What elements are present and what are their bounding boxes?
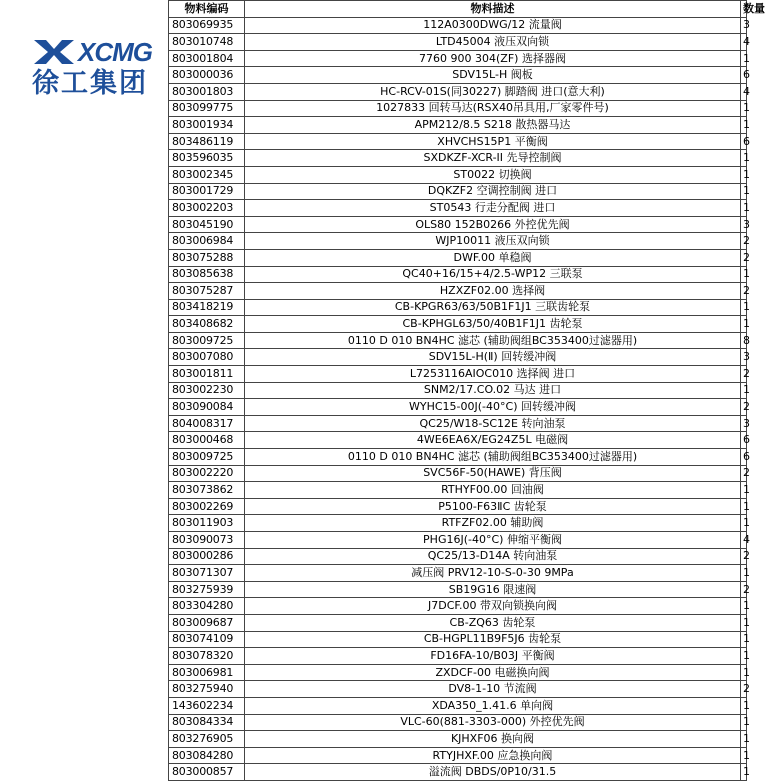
table-row bbox=[169, 449, 747, 466]
material-description-cell: OLS80 152B0266 外控优先阀 bbox=[245, 216, 741, 233]
table-row bbox=[169, 664, 747, 681]
material-code-cell: 803001811 bbox=[169, 366, 245, 383]
brand-name-en: XCMG bbox=[78, 37, 152, 67]
quantity-cell: 1 bbox=[741, 515, 747, 532]
material-description-cell: 溢流阀 DBDS/0P10/31.5 bbox=[245, 764, 741, 781]
material-description-cell: RTFZF02.00 辅助阀 bbox=[245, 515, 741, 532]
quantity-cell: 1 bbox=[741, 747, 747, 764]
quantity-cell: 1 bbox=[741, 498, 747, 515]
quantity-cell: 1 bbox=[741, 316, 747, 333]
material-description-cell: FD16FA-10/B03J 平衡阀 bbox=[245, 648, 741, 665]
quantity-cell: 1 bbox=[741, 117, 747, 134]
material-description-cell: HZXZF02.00 选择阀 bbox=[245, 283, 741, 300]
table-row bbox=[169, 200, 747, 217]
quantity-cell: 3 bbox=[741, 17, 747, 34]
material-code-cell: 803001934 bbox=[169, 117, 245, 134]
material-code-cell: 803000036 bbox=[169, 67, 245, 84]
material-code-cell: 803075288 bbox=[169, 249, 245, 266]
quantity-cell: 6 bbox=[741, 449, 747, 466]
table-row bbox=[169, 382, 747, 399]
material-code-cell: 803002269 bbox=[169, 498, 245, 515]
material-code-cell: 803009725 bbox=[169, 449, 245, 466]
table-row bbox=[169, 332, 747, 349]
quantity-cell: 8 bbox=[741, 332, 747, 349]
material-code-cell: 803275939 bbox=[169, 581, 245, 598]
quantity-cell: 3 bbox=[741, 415, 747, 432]
quantity-cell: 6 bbox=[741, 432, 747, 449]
quantity-cell: 1 bbox=[741, 100, 747, 117]
header-row bbox=[169, 1, 747, 18]
table-row bbox=[169, 532, 747, 549]
material-code-cell: 803009725 bbox=[169, 332, 245, 349]
table-row bbox=[169, 133, 747, 150]
table-row bbox=[169, 100, 747, 117]
xcmg-emblem-icon bbox=[32, 38, 76, 66]
table-row bbox=[169, 183, 747, 200]
material-description-cell: QC25/W18-SC12E 转向油泵 bbox=[245, 415, 741, 432]
quantity-cell: 1 bbox=[741, 382, 747, 399]
material-code-cell: 803069935 bbox=[169, 17, 245, 34]
quantity-cell: 1 bbox=[741, 714, 747, 731]
material-code-cell: 803002345 bbox=[169, 166, 245, 183]
table-row bbox=[169, 67, 747, 84]
material-description-cell: 0110 D 010 BN4HC 滤芯 (辅助阀组BC353400过滤器用) bbox=[245, 332, 741, 349]
table-row bbox=[169, 565, 747, 582]
table-row bbox=[169, 283, 747, 300]
material-description-cell: 0110 D 010 BN4HC 滤芯 (辅助阀组BC353400过滤器用) bbox=[245, 449, 741, 466]
quantity-cell: 1 bbox=[741, 200, 747, 217]
quantity-cell: 6 bbox=[741, 133, 747, 150]
material-description-cell: RTYJHXF.00 应急换向阀 bbox=[245, 747, 741, 764]
table-row bbox=[169, 233, 747, 250]
material-code-cell: 803099775 bbox=[169, 100, 245, 117]
material-code-cell: 803007080 bbox=[169, 349, 245, 366]
table-row bbox=[169, 747, 747, 764]
quantity-cell: 2 bbox=[741, 283, 747, 300]
material-code-cell: 803486119 bbox=[169, 133, 245, 150]
material-code-cell: 804008317 bbox=[169, 415, 245, 432]
table-row bbox=[169, 399, 747, 416]
material-description-cell: RTHYF00.00 回油阀 bbox=[245, 482, 741, 499]
material-description-cell: DWF.00 单稳阀 bbox=[245, 249, 741, 266]
table-row bbox=[169, 50, 747, 67]
material-code-cell: 803085638 bbox=[169, 266, 245, 283]
table-row bbox=[169, 714, 747, 731]
table-row bbox=[169, 498, 747, 515]
header-material-code: 物料编码 bbox=[169, 1, 245, 18]
table-row bbox=[169, 266, 747, 283]
material-code-cell: 803045190 bbox=[169, 216, 245, 233]
material-description-cell: L7253116AIOC010 选择阀 进口 bbox=[245, 366, 741, 383]
table-row bbox=[169, 598, 747, 615]
table-row bbox=[169, 581, 747, 598]
quantity-cell: 1 bbox=[741, 50, 747, 67]
table-row bbox=[169, 17, 747, 34]
table-row bbox=[169, 117, 747, 134]
quantity-cell: 1 bbox=[741, 565, 747, 582]
table-row bbox=[169, 764, 747, 781]
table-row bbox=[169, 681, 747, 698]
table-row bbox=[169, 349, 747, 366]
table-row bbox=[169, 631, 747, 648]
material-code-cell: 803090084 bbox=[169, 399, 245, 416]
table-row bbox=[169, 83, 747, 100]
material-code-cell: 803071307 bbox=[169, 565, 245, 582]
table-row bbox=[169, 482, 747, 499]
quantity-cell: 4 bbox=[741, 34, 747, 51]
quantity-cell: 1 bbox=[741, 731, 747, 748]
material-code-cell: 803002203 bbox=[169, 200, 245, 217]
material-description-cell: QC40+16/15+4/2.5-WP12 三联泵 bbox=[245, 266, 741, 283]
material-description-cell: LTD45004 液压双向锁 bbox=[245, 34, 741, 51]
quantity-cell: 2 bbox=[741, 399, 747, 416]
header-quantity: 数量 bbox=[741, 1, 747, 18]
table-row bbox=[169, 316, 747, 333]
material-description-cell: KJHXF06 换向阀 bbox=[245, 731, 741, 748]
table-row bbox=[169, 465, 747, 482]
parts-table bbox=[168, 0, 765, 781]
material-code-cell: 803009687 bbox=[169, 614, 245, 631]
quantity-cell: 2 bbox=[741, 465, 747, 482]
quantity-cell: 1 bbox=[741, 614, 747, 631]
xcmg-logo bbox=[32, 38, 172, 100]
material-code-cell: 803001804 bbox=[169, 50, 245, 67]
table-row bbox=[169, 432, 747, 449]
material-description-cell: 减压阀 PRV12-10-S-0-30 9MPa bbox=[245, 565, 741, 582]
material-description-cell: WYHC15-00J(-40°C) 回转缓冲阀 bbox=[245, 399, 741, 416]
table-row bbox=[169, 299, 747, 316]
quantity-cell: 3 bbox=[741, 216, 747, 233]
quantity-cell: 2 bbox=[741, 249, 747, 266]
table-row bbox=[169, 166, 747, 183]
material-code-cell: 803011903 bbox=[169, 515, 245, 532]
material-description-cell: J7DCF.00 带双向锁换向阀 bbox=[245, 598, 741, 615]
table-row bbox=[169, 548, 747, 565]
material-code-cell: 803000857 bbox=[169, 764, 245, 781]
quantity-cell: 1 bbox=[741, 266, 747, 283]
quantity-cell: 1 bbox=[741, 482, 747, 499]
material-code-cell: 803006984 bbox=[169, 233, 245, 250]
quantity-cell: 1 bbox=[741, 166, 747, 183]
material-description-cell: CB-KPHGL63/50/40B1F1J1 齿轮泵 bbox=[245, 316, 741, 333]
quantity-cell: 1 bbox=[741, 299, 747, 316]
quantity-cell: 1 bbox=[741, 697, 747, 714]
brand-name-cn: 徐工集团 bbox=[32, 68, 148, 99]
material-code-cell: 803075287 bbox=[169, 283, 245, 300]
parts-table-container bbox=[168, 0, 765, 781]
material-code-cell: 803090073 bbox=[169, 532, 245, 549]
table-row bbox=[169, 415, 747, 432]
material-description-cell: 4WE6EA6X/EG24Z5L 电磁阀 bbox=[245, 432, 741, 449]
table-row bbox=[169, 366, 747, 383]
quantity-cell: 1 bbox=[741, 648, 747, 665]
material-code-cell: 803010748 bbox=[169, 34, 245, 51]
material-code-cell: 803596035 bbox=[169, 150, 245, 167]
quantity-cell: 2 bbox=[741, 233, 747, 250]
material-description-cell: ZXDCF-00 电磁换向阀 bbox=[245, 664, 741, 681]
quantity-cell: 3 bbox=[741, 349, 747, 366]
material-description-cell: 1027833 回转马达(RSX40吊具用,厂家零件号) bbox=[245, 100, 741, 117]
material-description-cell: ST0022 切换阀 bbox=[245, 166, 741, 183]
quantity-cell: 4 bbox=[741, 83, 747, 100]
material-code-cell: 803006981 bbox=[169, 664, 245, 681]
material-description-cell: PHG16J(-40°C) 伸缩平衡阀 bbox=[245, 532, 741, 549]
material-description-cell: VLC-60(881-3303-000) 外控优先阀 bbox=[245, 714, 741, 731]
quantity-cell: 6 bbox=[741, 67, 747, 84]
quantity-cell: 2 bbox=[741, 681, 747, 698]
quantity-cell: 1 bbox=[741, 150, 747, 167]
material-description-cell: WJP10011 液压双向锁 bbox=[245, 233, 741, 250]
table-row bbox=[169, 249, 747, 266]
table-row bbox=[169, 697, 747, 714]
material-code-cell: 803078320 bbox=[169, 648, 245, 665]
quantity-cell: 1 bbox=[741, 631, 747, 648]
table-row bbox=[169, 648, 747, 665]
material-code-cell: 803418219 bbox=[169, 299, 245, 316]
header-material-description: 物料描述 bbox=[245, 1, 741, 18]
material-description-cell: XDA350_1.41.6 单向阀 bbox=[245, 697, 741, 714]
material-description-cell: XHVCHS15P1 平衡阀 bbox=[245, 133, 741, 150]
material-description-cell: HC-RCV-01S(同30227) 脚踏阀 进口(意大利) bbox=[245, 83, 741, 100]
table-row bbox=[169, 150, 747, 167]
material-code-cell: 803000286 bbox=[169, 548, 245, 565]
material-description-cell: SDV15L-H 阀板 bbox=[245, 67, 741, 84]
material-description-cell: DV8-1-10 节流阀 bbox=[245, 681, 741, 698]
quantity-cell: 2 bbox=[741, 548, 747, 565]
material-description-cell: ST0543 行走分配阀 进口 bbox=[245, 200, 741, 217]
table-row bbox=[169, 34, 747, 51]
material-code-cell: 803002220 bbox=[169, 465, 245, 482]
table-row bbox=[169, 731, 747, 748]
material-code-cell: 803001803 bbox=[169, 83, 245, 100]
quantity-cell: 2 bbox=[741, 366, 747, 383]
material-description-cell: CB-HGPL11B9F5J6 齿轮泵 bbox=[245, 631, 741, 648]
material-description-cell: QC25/13-D14A 转向油泵 bbox=[245, 548, 741, 565]
quantity-cell: 4 bbox=[741, 532, 747, 549]
material-description-cell: SNM2/17.CO.02 马达 进口 bbox=[245, 382, 741, 399]
material-code-cell: 803073862 bbox=[169, 482, 245, 499]
quantity-cell: 1 bbox=[741, 183, 747, 200]
material-code-cell: 803084280 bbox=[169, 747, 245, 764]
material-description-cell: SB19G16 限速阀 bbox=[245, 581, 741, 598]
material-code-cell: 803000468 bbox=[169, 432, 245, 449]
material-code-cell: 803275940 bbox=[169, 681, 245, 698]
material-code-cell: 803276905 bbox=[169, 731, 245, 748]
material-description-cell: DQKZF2 空调控制阀 进口 bbox=[245, 183, 741, 200]
quantity-cell: 1 bbox=[741, 664, 747, 681]
material-description-cell: CB-KPGR63/63/50B1F1J1 三联齿轮泵 bbox=[245, 299, 741, 316]
material-code-cell: 803408682 bbox=[169, 316, 245, 333]
table-row bbox=[169, 515, 747, 532]
material-description-cell: SXDKZF-XCR-II 先导控制阀 bbox=[245, 150, 741, 167]
material-description-cell: 112A0300DWG/12 流量阀 bbox=[245, 17, 741, 34]
material-code-cell: 803001729 bbox=[169, 183, 245, 200]
material-description-cell: CB-ZQ63 齿轮泵 bbox=[245, 614, 741, 631]
material-description-cell: 7760 900 304(ZF) 选择器阀 bbox=[245, 50, 741, 67]
material-code-cell: 143602234 bbox=[169, 697, 245, 714]
material-code-cell: 803084334 bbox=[169, 714, 245, 731]
material-code-cell: 803074109 bbox=[169, 631, 245, 648]
material-description-cell: SVC56F-50(HAWE) 背压阀 bbox=[245, 465, 741, 482]
table-row bbox=[169, 216, 747, 233]
table-body bbox=[169, 17, 750, 780]
material-code-cell: 803002230 bbox=[169, 382, 245, 399]
material-description-cell: APM212/8.5 S218 散热器马达 bbox=[245, 117, 741, 134]
material-description-cell: P5100-F63ⅡC 齿轮泵 bbox=[245, 498, 741, 515]
quantity-cell: 1 bbox=[741, 764, 747, 781]
quantity-cell: 2 bbox=[741, 581, 747, 598]
table-row bbox=[169, 614, 747, 631]
material-description-cell: SDV15L-H(Ⅱ) 回转缓冲阀 bbox=[245, 349, 741, 366]
quantity-cell: 1 bbox=[741, 598, 747, 615]
material-code-cell: 803304280 bbox=[169, 598, 245, 615]
